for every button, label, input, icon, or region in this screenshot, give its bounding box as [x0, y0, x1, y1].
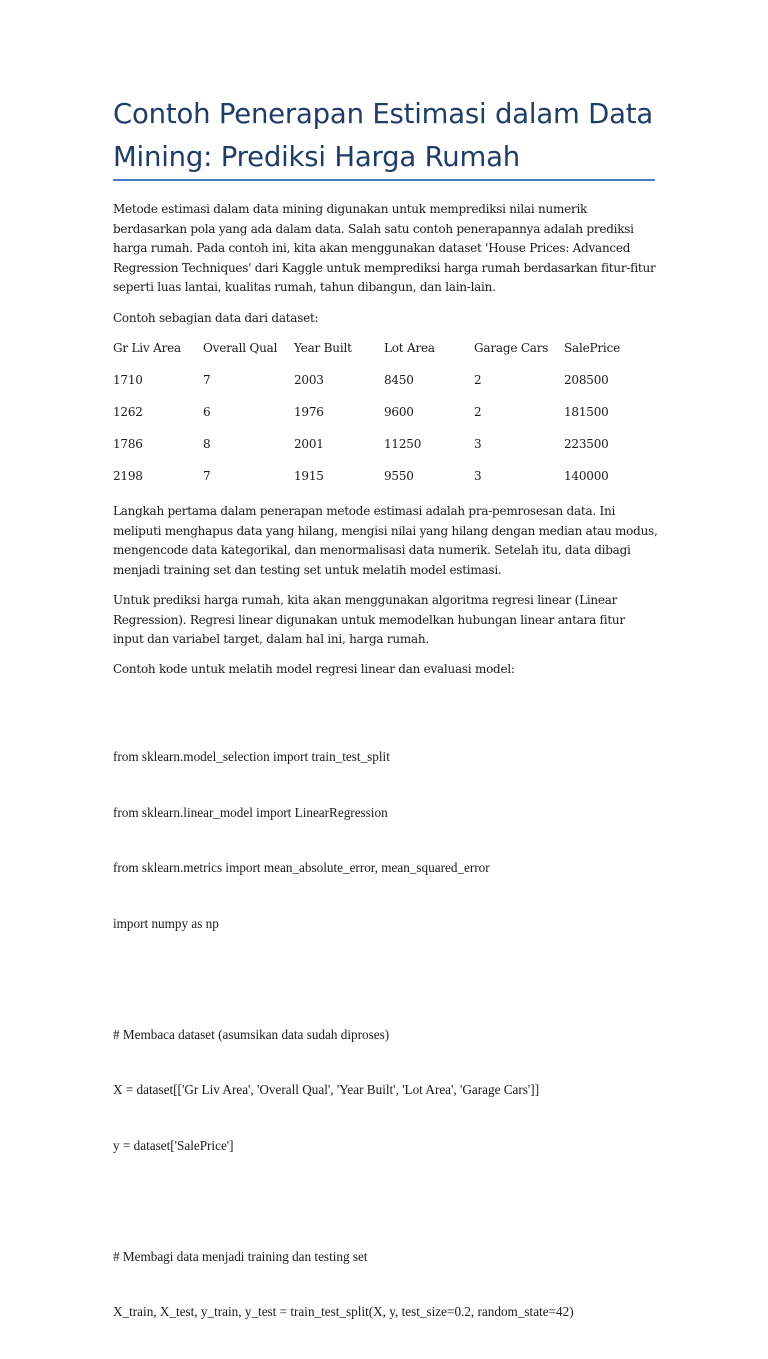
- code-line: from sklearn.metrics import mean_absolute_error, mean_squared_error: [113, 860, 490, 875]
- table-cell: 1915: [294, 469, 324, 483]
- table-cell: 2198: [113, 469, 143, 483]
- table-cell: 11250: [384, 437, 422, 451]
- table-header-row: [113, 341, 658, 373]
- data-table: [113, 341, 658, 501]
- page-title: Contoh Penerapan Estimasi dalam Data Mining: Prediksi Harga Rumah: [113, 98, 654, 173]
- table-cell: 2: [474, 405, 482, 419]
- table-cell: 1710: [113, 373, 143, 387]
- table-cell: 223500: [564, 437, 609, 451]
- table-cell: 2003: [294, 373, 324, 387]
- regression-paragraph: Untuk prediksi harga rumah, kita akan menggunakan algoritma regresi linear (Linear Regression). Regresi linear digunakan untuk memodelkan hubungan linear antara fitur input dan variabel target, dalam hal ini, harga rumah.: [113, 593, 625, 646]
- table-cell: 3: [474, 469, 482, 483]
- preprocessing-paragraph: Langkah pertama dalam penerapan metode estimasi adalah pra-pemrosesan data. Ini meliputi menghapus data yang hilang, mengisi nilai yang hilang dengan median atau modus, mengencode data kategorikal, dan menormalisasi data numerik. Setelah itu, data dibagi menjadi training set dan testing set untuk melatih model estimasi.: [113, 504, 658, 577]
- table-cell: 6: [203, 405, 211, 419]
- table-cell: 8450: [384, 373, 414, 387]
- code-line: X = dataset[['Gr Liv Area', 'Overall Qual', 'Year Built', 'Lot Area', 'Garage Cars']]: [113, 1082, 540, 1097]
- table-row: [113, 373, 658, 405]
- table-row: [113, 469, 658, 501]
- table-cell: 140000: [564, 469, 609, 483]
- table-cell: 2001: [294, 437, 324, 451]
- code-line-blank: [113, 1192, 658, 1211]
- intro-paragraph: Metode estimasi dalam data mining digunakan untuk memprediksi nilai numerik berdasarkan pola yang ada dalam data. Salah satu contoh penerapannya adalah prediksi harga rumah. Pada contoh ini, kita akan menggunakan dataset 'House Prices: Advanced Regression Techniques' dari Kaggle untuk memprediksi harga rumah berdasarkan fitur-fitur seperti luas lantai, kualitas rumah, tahun dibangun, dan lain-lain.: [113, 202, 656, 294]
- table-cell: 9550: [384, 469, 414, 483]
- table-header-cell: SalePrice: [564, 341, 620, 355]
- code-line-blank: [113, 970, 658, 989]
- code-line: X_train, X_test, y_train, y_test = train_test_split(X, y, test_size=0.2, random_state=42): [113, 1304, 574, 1319]
- table-cell: 181500: [564, 405, 609, 419]
- table-row: [113, 405, 658, 437]
- title-underline: [113, 179, 655, 181]
- table-cell: 1262: [113, 405, 143, 419]
- code-block: [113, 711, 658, 1359]
- code-line: from sklearn.model_selection import train_test_split: [113, 749, 390, 764]
- table-cell: 9600: [384, 405, 414, 419]
- table-row: [113, 437, 658, 469]
- table-cell: 2: [474, 373, 482, 387]
- table-cell: 3: [474, 437, 482, 451]
- dataset-intro: Contoh sebagian data dari dataset:: [113, 311, 319, 325]
- table-cell: 208500: [564, 373, 609, 387]
- table-header-cell: Year Built: [294, 341, 352, 355]
- code-intro: Contoh kode untuk melatih model regresi linear dan evaluasi model:: [113, 662, 515, 676]
- table-cell: 8: [203, 437, 211, 451]
- code-line: y = dataset['SalePrice']: [113, 1137, 234, 1153]
- table-cell: 1786: [113, 437, 143, 451]
- code-line: # Membagi data menjadi training dan testing set: [113, 1248, 368, 1264]
- code-line: # Membaca dataset (asumsikan data sudah diproses): [113, 1026, 390, 1042]
- table-header-cell: Gr Liv Area: [113, 341, 181, 355]
- table-cell: 7: [203, 469, 211, 483]
- table-cell: 1976: [294, 405, 324, 419]
- table-header-cell: Overall Qual: [203, 341, 278, 355]
- table-header-cell: Garage Cars: [474, 341, 549, 355]
- table-cell: 7: [203, 373, 211, 387]
- code-line: from sklearn.linear_model import LinearRegression: [113, 804, 388, 820]
- code-line: import numpy as np: [113, 915, 219, 931]
- table-header-cell: Lot Area: [384, 341, 435, 355]
